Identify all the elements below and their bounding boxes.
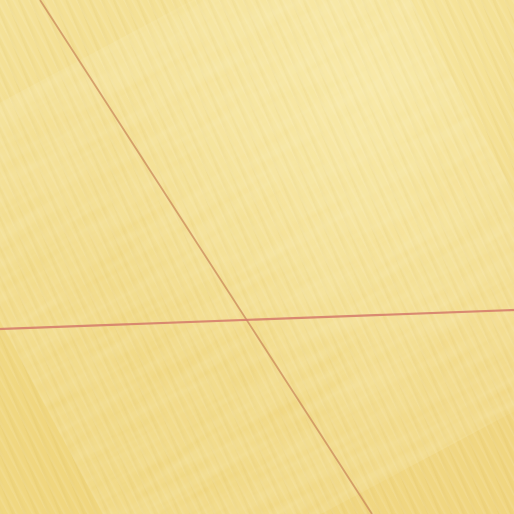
diagonal-fold-line <box>40 0 372 514</box>
horizontal-rule-line <box>0 310 514 329</box>
